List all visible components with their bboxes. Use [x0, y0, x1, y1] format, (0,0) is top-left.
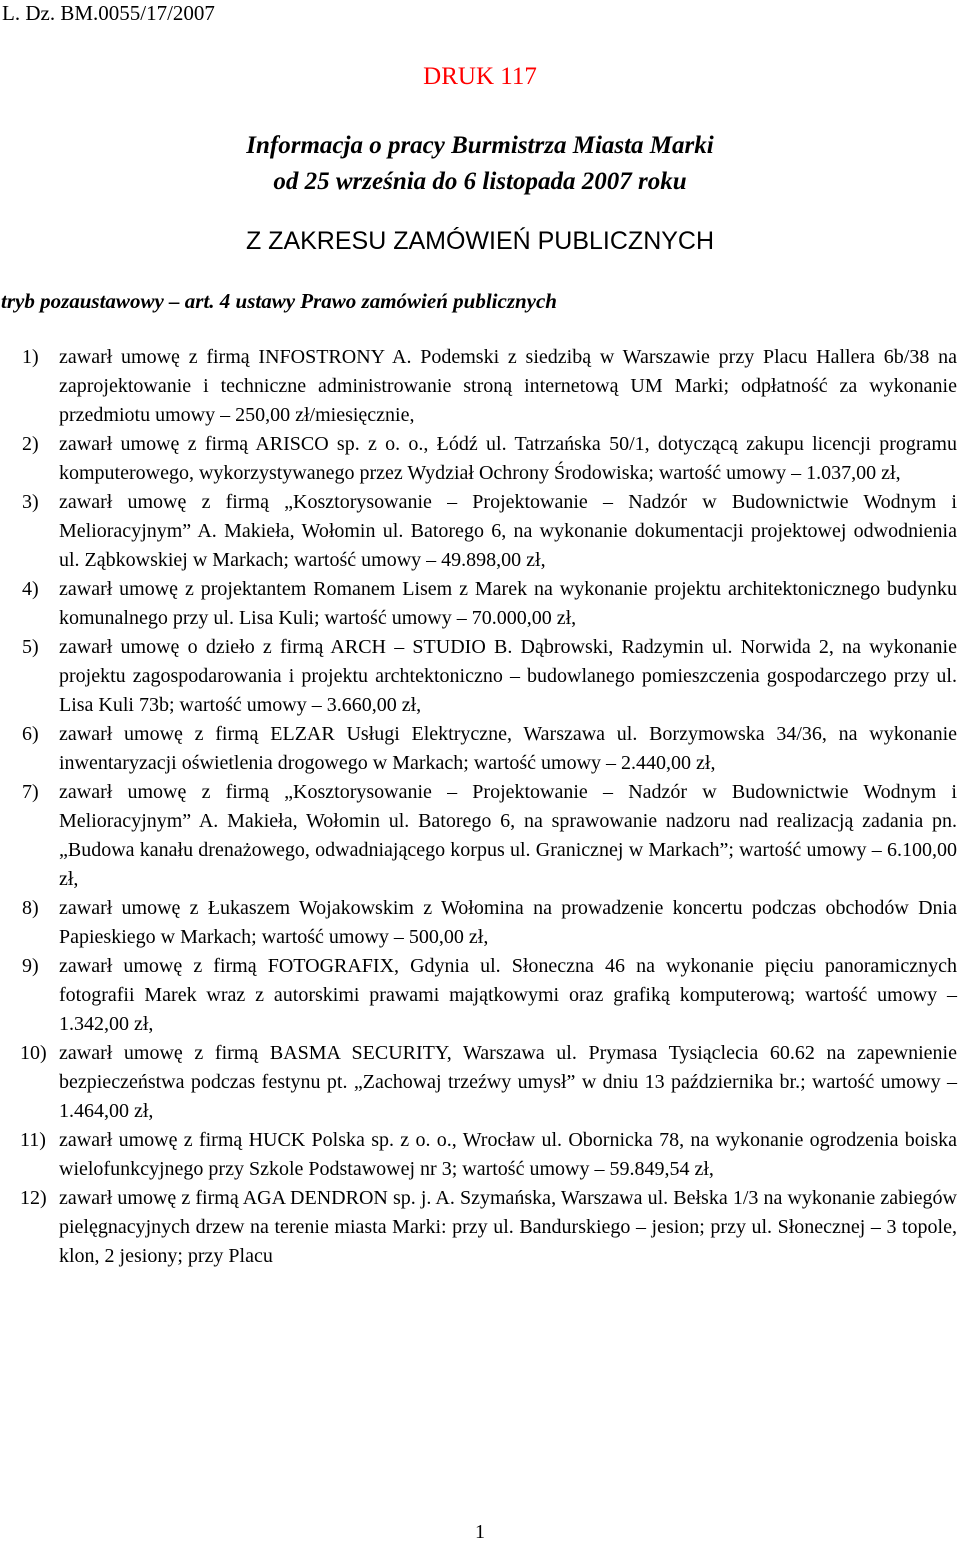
item-text: zawarł umowę z firmą HUCK Polska sp. z o. o., Wrocław ul. Obornicka 78, na wykonanie ogrodzenia boiska wielofunkcyjnego przy Szkole Podstawowej nr 3; wartość umowy – 59.849,54 zł,: [59, 1129, 957, 1180]
list-item: [0, 575, 957, 633]
list-item: [0, 343, 957, 430]
list-item: [0, 720, 957, 778]
item-text: zawarł umowę o dzieło z firmą ARCH – STUDIO B. Dąbrowski, Radzymin ul. Norwida 2, na wykonanie projektu zagospodarowania i projektu archtektoniczno – budowlanego pomieszczenia gospodarczego przy ul. Lisa Kuli 73b; wartość umowy – 3.660,00 zł,: [59, 636, 957, 716]
item-text: zawarł umowę z firmą AGA DENDRON sp. j. A. Szymańska, Warszawa ul. Bełska 1/3 na wykonanie zabiegów pielęgnacyjnych drzew na terenie miasta Marki: przy ul. Bandurskiego – jesion; przy ul. Słonecznej – 3 topole, klon, 2 jesiony; przy Placu: [59, 1187, 957, 1267]
item-text: zawarł umowę z Łukaszem Wojakowskim z Wołomina na prowadzenie koncertu podczas obchodów Dnia Papieskiego w Markach; wartość umowy – 500,00 zł,: [59, 897, 957, 948]
list-item: [0, 1184, 957, 1271]
section-heading: Z ZAKRESU ZAMÓWIEŃ PUBLICZNYCH: [245, 227, 715, 255]
list-item: [0, 633, 957, 720]
item-text: zawarł umowę z firmą „Kosztorysowanie – Projektowanie – Nadzór w Budownictwie Wodnym i Melioracyjnym” A. Makieła, Wołomin ul. Batorego 6, na wykonanie dokumentacji projektowej odwodnienia ul. Ząbkowskiej w Markach; wartość umowy – 49.898,00 zł,: [59, 491, 957, 571]
document-title: [0, 128, 960, 200]
item-number: 12): [20, 1187, 47, 1209]
document-reference-number: L. Dz. BM.0055/17/2007: [2, 1, 215, 25]
item-number: 3): [22, 491, 39, 513]
list-item: [0, 894, 957, 952]
item-text: zawarł umowę z firmą BASMA SECURITY, Warszawa ul. Prymasa Tysiąclecia 60.62 na zapewnienie bezpieczeństwa podczas festynu pt. „Zachowaj trzeźwy umysł” w dniu 13 października br.; wartość umowy – 1.464,00 zł,: [59, 1042, 957, 1122]
procurement-mode-heading: tryb pozaustawowy – art. 4 ustawy Prawo zamówień publicznych: [1, 289, 557, 313]
list-item: [0, 952, 957, 1039]
item-text: zawarł umowę z firmą INFOSTRONY A. Podemski z siedzibą w Warszawie przy Placu Hallera 6b/38 na zaprojektowanie i techniczne administrowanie stroną internetową UM Marki; odpłatność za wykonanie przedmiotu umowy – 250,00 zł/miesięcznie,: [59, 346, 957, 426]
title-line-1: Informacja o pracy Burmistrza Miasta Marki: [246, 132, 714, 159]
contracts-list: [0, 343, 957, 1271]
item-number: 1): [22, 346, 39, 368]
list-item: [0, 1126, 957, 1184]
item-number: 4): [22, 578, 39, 600]
item-text: zawarł umowę z firmą FOTOGRAFIX, Gdynia ul. Słoneczna 46 na wykonanie pięciu panoramicznych fotografii Marek wraz z autorskimi prawami majątkowymi oraz grafiką komputerową; wartość umowy – 1.342,00 zł,: [59, 955, 957, 1035]
list-item: [0, 430, 957, 488]
item-number: 11): [20, 1129, 46, 1151]
item-number: 8): [22, 897, 39, 919]
item-number: 2): [22, 433, 39, 455]
item-text: zawarł umowę z firmą ARISCO sp. z o. o., Łódź ul. Tatrzańska 50/1, dotyczącą zakupu licencji programu komputerowego, wykorzystywanego przez Wydział Ochrony Środowiska; wartość umowy – 1.037,00 zł,: [59, 433, 957, 484]
druk-number: DRUK 117: [423, 63, 537, 90]
page-number: 1: [475, 1521, 485, 1543]
item-number: 10): [20, 1042, 47, 1064]
item-text: zawarł umowę z firmą „Kosztorysowanie – Projektowanie – Nadzór w Budownictwie Wodnym i Melioracyjnym” A. Makieła, Wołomin ul. Batorego 6, na sprawowanie nadzoru nad realizacją zadania pn. „Budowa kanału drenażowego, odwadniającego korpus ul. Granicznej w Markach”; wartość umowy – 6.100,00 zł,: [59, 781, 957, 890]
list-item: [0, 488, 957, 575]
item-number: 5): [22, 636, 39, 658]
list-item: [0, 778, 957, 894]
item-number: 6): [22, 723, 39, 745]
title-line-2: od 25 września do 6 listopada 2007 roku: [273, 168, 687, 195]
list-item: [0, 1039, 957, 1126]
item-number: 9): [22, 955, 39, 977]
item-text: zawarł umowę z firmą ELZAR Usługi Elektryczne, Warszawa ul. Borzymowska 34/36, na wykonanie inwentaryzacji oświetlenia drogowego w Markach; wartość umowy – 2.440,00 zł,: [59, 723, 957, 774]
item-text: zawarł umowę z projektantem Romanem Lisem z Marek na wykonanie projektu architektonicznego budynku komunalnego przy ul. Lisa Kuli; wartość umowy – 70.000,00 zł,: [59, 578, 957, 629]
item-number: 7): [22, 781, 39, 803]
